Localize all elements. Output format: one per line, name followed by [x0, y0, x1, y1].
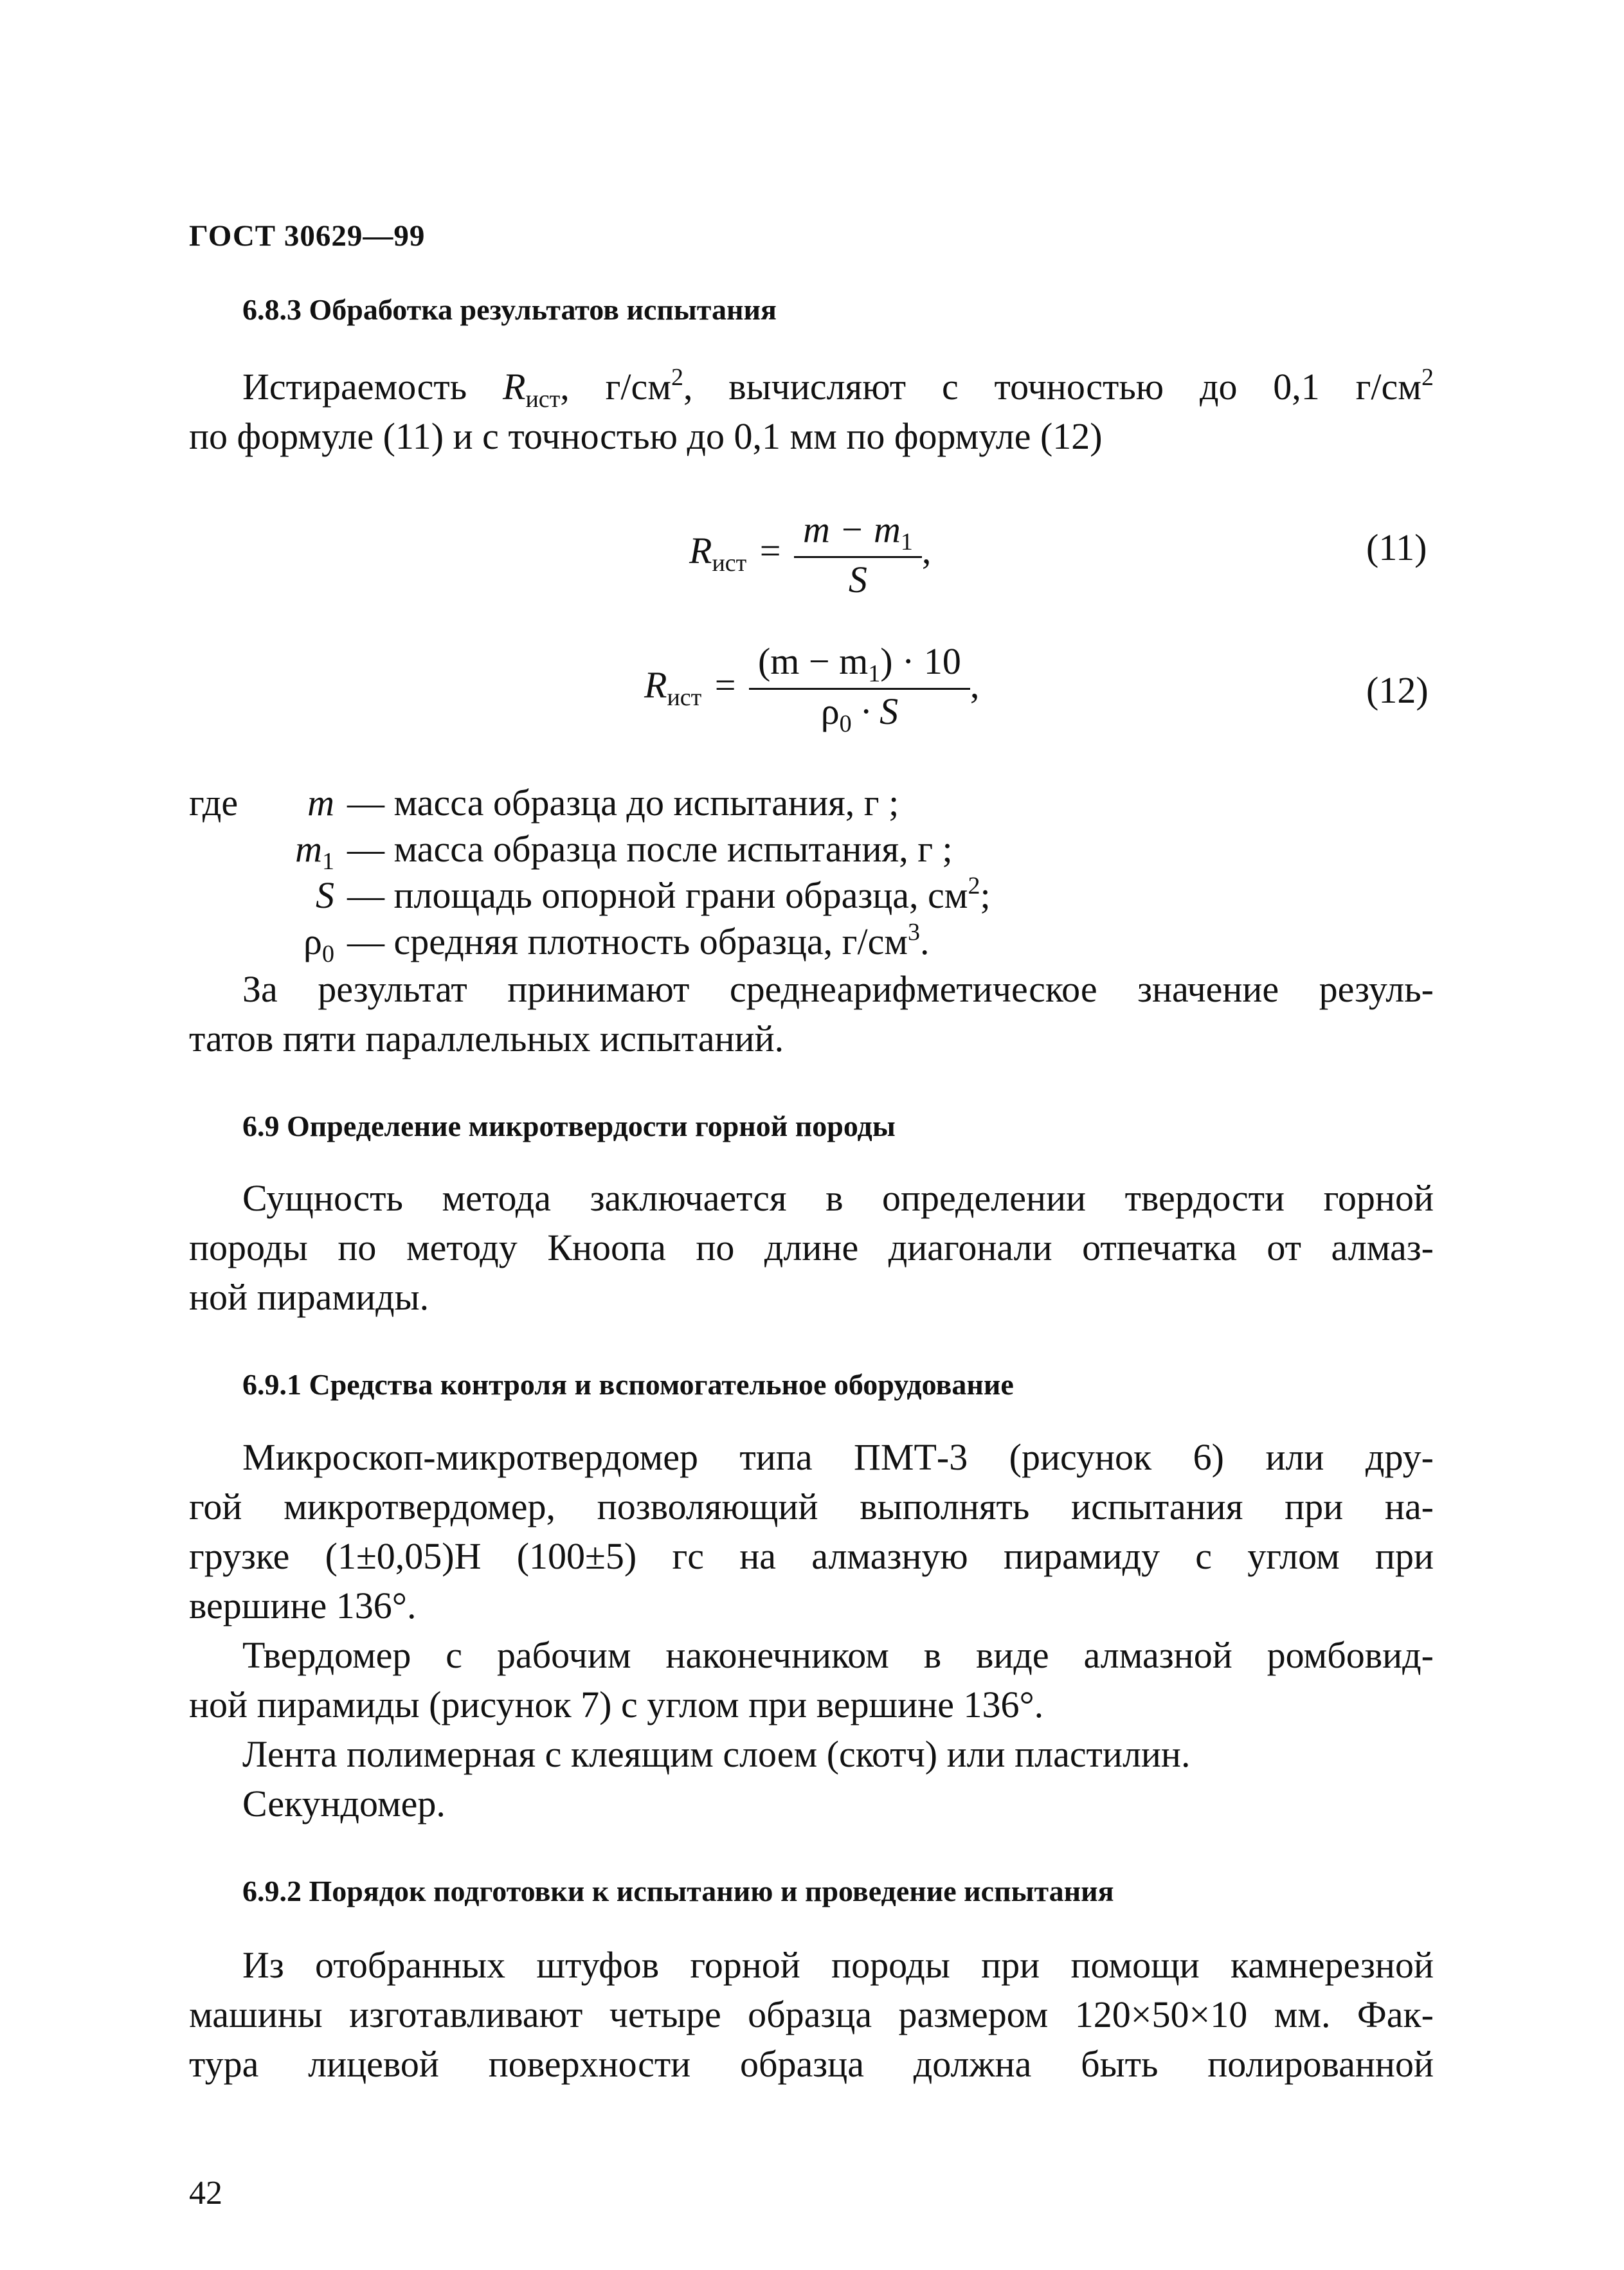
paragraph-691-p2-line2: ной пирамиды (рисунок 7) с углом при вершине 136°.: [189, 1684, 1044, 1725]
legend-text-m1: — масса образца после испытания, г ;: [347, 828, 953, 870]
formula-11: $R_{ист}$ = $\frac{m - m_1}{S}$ ,: [689, 509, 932, 600]
paragraph-692-line1: Из отобранных штуфов горной породы при помощи камнерезной: [242, 1944, 1434, 1986]
paragraph-abrasion-line2: по формуле (11) и с точностью до 0,1 мм по формуле (12): [189, 415, 1103, 457]
paragraph-result-line1: За результат принимают среднеарифметическое значение резуль-: [242, 968, 1434, 1010]
paragraph-691-p1-line3: грузке (1±0,05)Н (100±5) гс на алмазную пирамиду с углом при: [189, 1535, 1434, 1577]
section-heading-6-9-1: 6.9.1 Средства контроля и вспомогательное оборудование: [242, 1368, 1014, 1401]
legend-where-label: где: [189, 782, 239, 824]
paragraph-691-p1-line2: гой микротвердомер, позволяющий выполнять испытания при на-: [189, 1486, 1434, 1527]
legend-text-s: — площадь опорной грани образца, $см^2$;: [347, 872, 991, 916]
legend-symbol-m: m: [307, 782, 334, 824]
legend-symbol-rho0: $\rho_0$: [303, 921, 334, 968]
legend-symbol-m1: $m_1$: [295, 828, 334, 875]
section-heading-6-9: 6.9 Определение микротвердости горной породы: [242, 1110, 896, 1142]
symbol-r: R: [503, 366, 526, 408]
section-heading-6-9-2: 6.9.2 Порядок подготовки к испытанию и проведение испытания: [242, 1875, 1114, 1907]
equation-number-12: (12): [1366, 669, 1429, 711]
paragraph-692-line3: тура лицевой поверхности образца должна быть полированной: [189, 2043, 1434, 2085]
paragraph-691-p1-line1: Микроскоп-микротвердомер типа ПМТ-3 (рисунок 6) или дру-: [242, 1436, 1434, 1478]
formula-12: $R_{ист}$ = $\frac{(m - m_1) \cdot 10}{\rho_0 \cdot S}$ ,: [644, 640, 980, 737]
page-number: 42: [189, 2175, 222, 2211]
section-heading-6-8-3: 6.8.3 Обработка результатов испытания: [242, 293, 777, 326]
equation-number-11: (11): [1366, 527, 1427, 568]
paragraph-abrasion-line1: Истираемость $R_{ист}$, $г/см^2$, вычисляют с точностью до 0,1 $г/см^2$: [242, 364, 1434, 413]
paragraph-69-line3: ной пирамиды.: [189, 1276, 429, 1318]
paragraph-691-p1-line4: вершине 136°.: [189, 1585, 417, 1626]
legend-text-m: — масса образца до испытания, г ;: [347, 782, 899, 824]
paragraph-691-p3: Лента полимерная с клеящим слоем (скотч) или пластилин.: [242, 1733, 1191, 1775]
legend-symbol-s: S: [316, 874, 334, 916]
paragraph-result-line2: татов пяти параллельных испытаний.: [189, 1018, 784, 1059]
paragraph-691-p2-line1: Твердомер с рабочим наконечником в виде алмазной ромбовид-: [242, 1634, 1434, 1676]
paragraph-69-line1: Сущность метода заключается в определении твердости горной: [242, 1177, 1434, 1219]
paragraph-691-p4: Секундомер.: [242, 1783, 446, 1824]
standard-header: ГОСТ 30629—99: [189, 219, 426, 253]
paragraph-692-line2: машины изготавливают четыре образца размером 120×50×10 мм. Фак-: [189, 1994, 1434, 2035]
paragraph-69-line2: породы по методу Кноопа по длине диагонали отпечатка от алмаз-: [189, 1227, 1434, 1268]
legend-text-rho0: — средняя плотность образца, $г/см^3$.: [347, 919, 930, 962]
